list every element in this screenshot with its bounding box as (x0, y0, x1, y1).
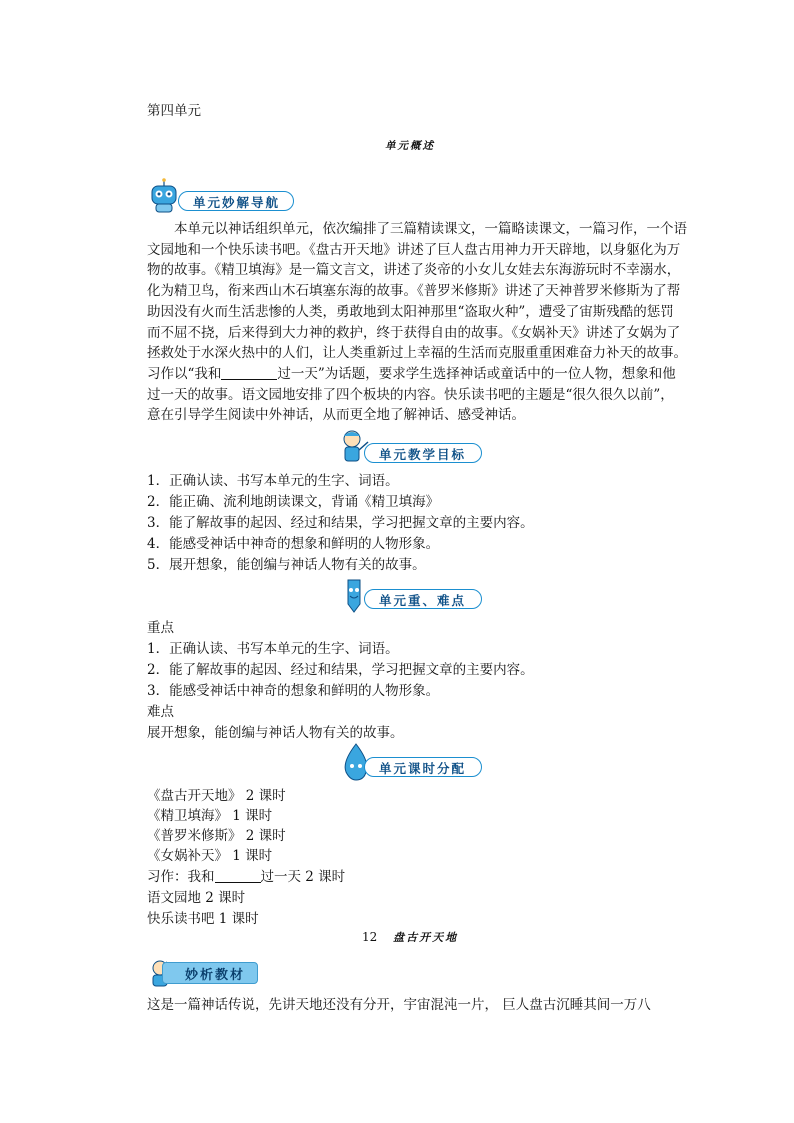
key-point-item: 3．能感受神话中神奇的想象和鲜明的人物形象。 (147, 683, 440, 699)
goal-item: 5．展开想象，能创编与神话人物有关的故事。 (147, 557, 426, 573)
section-banner-guide (148, 188, 294, 212)
badge-label: 妙析教材 (185, 968, 246, 983)
lesson-number: 12 (362, 930, 378, 944)
difficulty-text: 展开想象，能创编与神话人物有关的故事。 (147, 725, 404, 741)
section-badge-analysis (148, 958, 258, 988)
schedule-item: 快乐读书吧 1 课时 (147, 911, 259, 927)
section-banner-keypoints (340, 586, 482, 610)
paragraph-line: 过一天的故事。语文园地安排了四个板块的内容。快乐读书吧的主题是“很久很久以前”， (147, 386, 674, 403)
schedule-item: 《普罗米修斯》 2 课时 (147, 828, 286, 844)
paragraph-line: 意在引导学生阅读中外神话，从而更全地了解神话、感受神话。 (147, 407, 525, 424)
banner-label: 单元教学目标 (379, 447, 467, 462)
schedule-item: 语文园地 2 课时 (147, 890, 246, 906)
paragraph-line: 化为精卫鸟，衔来西山木石填塞东海的故事。《普罗米修斯》讲述了天神普罗米修斯为了帮 (147, 283, 681, 300)
key-point-item: 2．能了解故事的起因、经过和结果，学习把握文章的主要内容。 (147, 662, 534, 678)
banner-label: 单元重、难点 (379, 593, 467, 608)
guide-paragraph (147, 219, 687, 426)
goal-item: 4．能感受神话中神奇的想象和鲜明的人物形象。 (147, 536, 440, 552)
schedule-item: 《盘古开天地》 2 课时 (147, 788, 286, 804)
paragraph-line: 物的故事。《精卫填海》是一篇文言文，讲述了炎帝的小女儿女娃去东海游玩时不幸溺水， (147, 262, 681, 279)
paragraph-line: 习作以“我和 过一天”为话题，要求学生选择神话或童话中的一位人物，想象和他 (147, 365, 676, 382)
goal-item: 1．正确认读、书写本单元的生字、词语。 (147, 473, 399, 489)
banner-label: 单元妙解导航 (193, 195, 281, 210)
paragraph-line: 而不屈不挠，后来得到大力神的救护，终于获得自由的故事。《女娲补天》讲述了女娲为了 (147, 324, 681, 341)
schedule-item: 《女娲补天》 1 课时 (147, 848, 273, 864)
analysis-text: 这是一篇神话传说，先讲天地还没有分开，宇宙混沌一片， 巨人盘古沉睡其间一万八 (147, 997, 651, 1013)
paragraph-line: 文园地和一个快乐读书吧。《盘古开天地》讲述了巨人盘古用神力开天辟地，以身躯化为万 (147, 241, 681, 258)
section-banner-schedule (340, 754, 482, 778)
paragraph-line: 助因没有火而生活悲惨的人类，勇敢地到太阳神那里“盗取火种”，遭受了宙斯残酷的惩罚 (147, 303, 674, 320)
schedule-item: 《精卫填海》 1 课时 (147, 808, 273, 824)
schedule-item-writing: 习作：我和 过一天 2 课时 (147, 869, 346, 885)
lesson-title: 盘古开天地 (393, 931, 459, 944)
overview-title: 单元概述 (385, 140, 435, 152)
fill-in-blank (215, 868, 261, 883)
goal-item: 3．能了解故事的起因、经过和结果，学习把握文章的主要内容。 (147, 515, 534, 531)
key-point-item: 1．正确认读、书写本单元的生字、词语。 (147, 641, 399, 657)
key-label: 重点 (147, 620, 174, 636)
goal-item: 2．能正确、流利地朗读课文，背诵《精卫填海》 (147, 494, 440, 510)
paragraph-line: 拯救处于水深火热中的人们，让人类重新过上幸福的生活而克服重重困难奋力补天的故事。 (147, 345, 687, 362)
banner-label: 单元课时分配 (379, 761, 467, 776)
difficulty-label: 难点 (147, 704, 174, 720)
unit-title: 第四单元 (147, 103, 201, 119)
paragraph-line: 本单元以神话组织单元，依次编排了三篇精读课文，一篇略读课文，一篇习作，一个语 (147, 221, 687, 237)
lesson-heading (362, 929, 458, 945)
section-banner-goals (340, 440, 482, 464)
fill-in-blank (221, 365, 277, 380)
